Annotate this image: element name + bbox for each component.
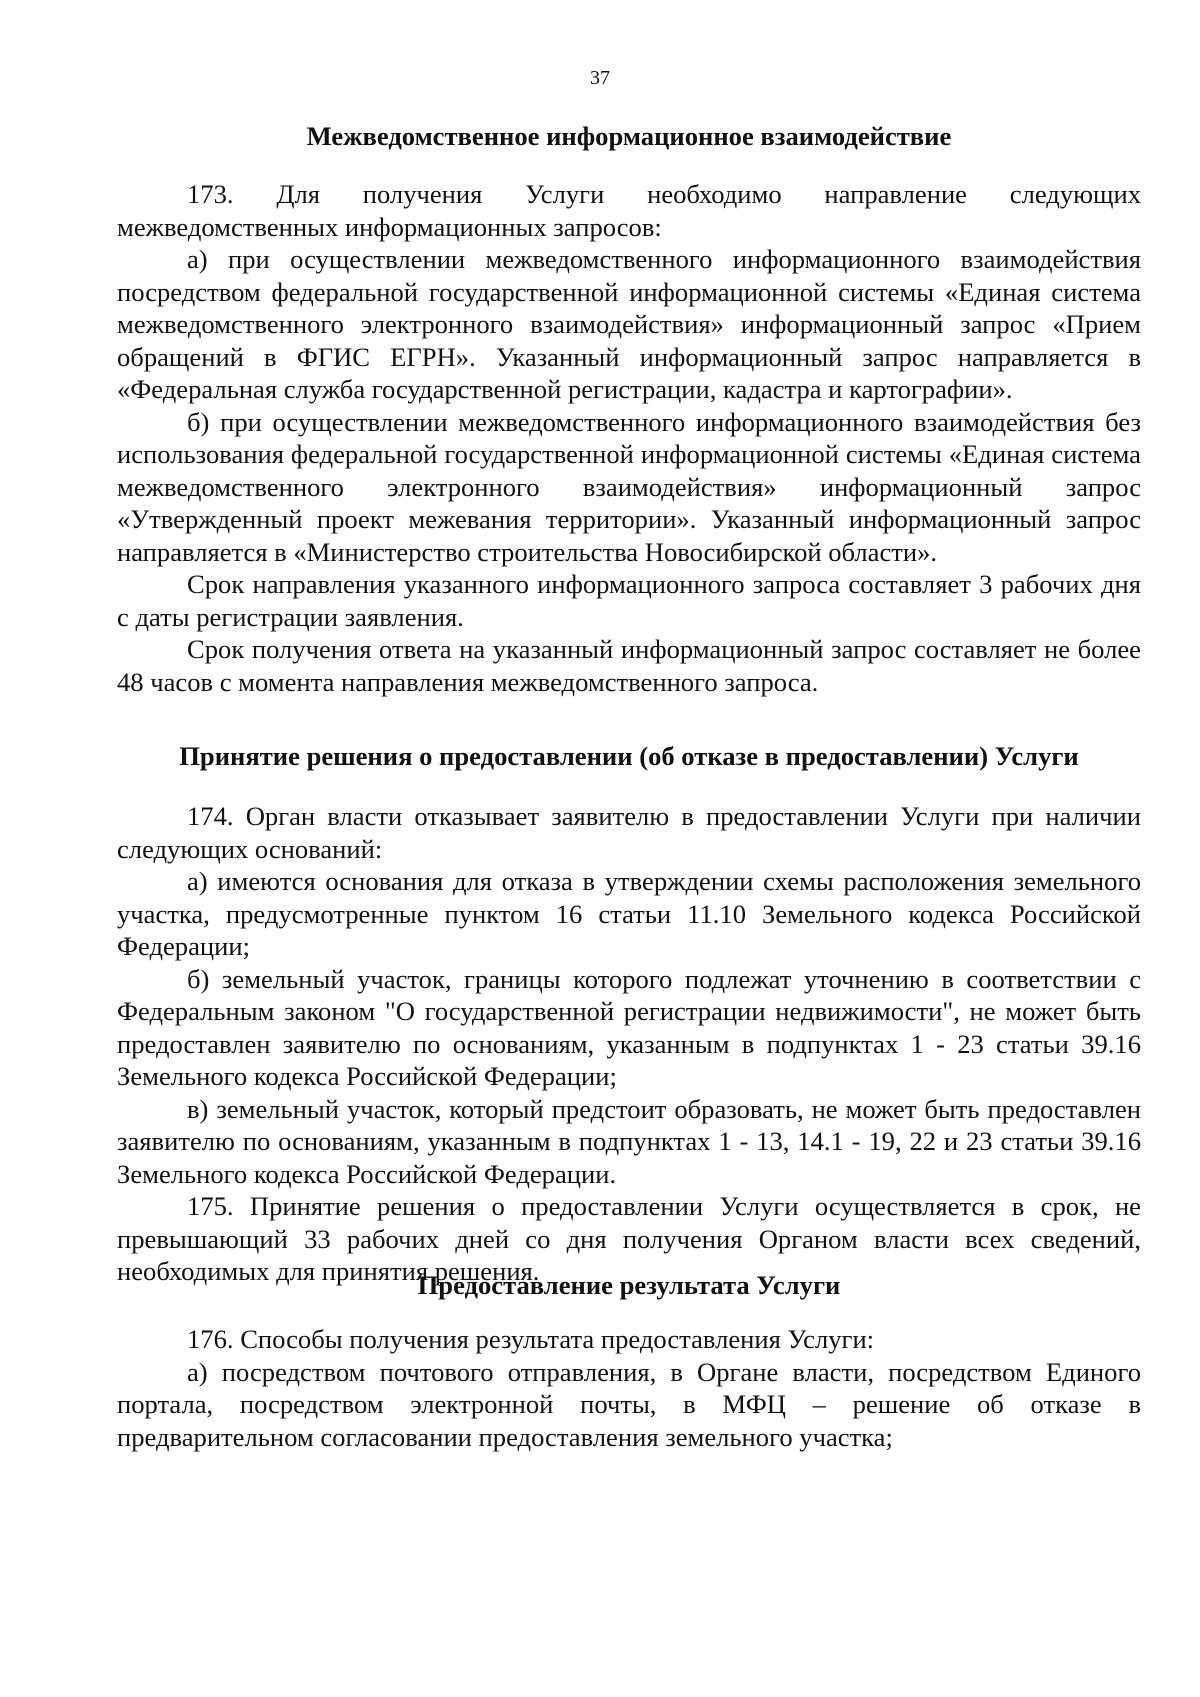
section-body-decision xyxy=(117,800,1141,1288)
paragraph-174a: а) имеются основания для отказа в утверждении схемы расположения земельного участка, предусмотренные пунктом 16 статьи 11.10 Земельного кодекса Российской Федерации; xyxy=(117,866,1141,961)
page-number: 37 xyxy=(590,67,610,89)
paragraph-173b: б) при осуществлении межведомственного информационного взаимодействия без использования федеральной государственной информационной системы «Единая система межведомственного электронного взаимодействия» информационный запрос «Утвержденный проект межевания территории». Указанный информационный запрос направляется в «Министерство строительства Новосибирской области». xyxy=(117,406,1141,567)
paragraph-176: 176. Способы получения результата предоставления Услуги: xyxy=(187,1324,875,1354)
paragraph-175: 175. Принятие решения о предоставлении Услуги осуществляется в срок, не превышающий 33 рабочих дней со дня получения Органом власти всех сведений, необходимых для принятия решения. xyxy=(117,1191,1141,1286)
paragraph-173: 173. Для получения Услуги необходимо направление следующих межведомственных информационных запросов: xyxy=(117,179,1141,242)
section-heading-decision: Принятие решения о предоставлении (об отказе в предоставлении) Услуги xyxy=(179,741,1079,771)
section-body-result xyxy=(117,1323,1141,1453)
section-heading-interagency: Межведомственное информационное взаимодействие xyxy=(306,121,952,151)
section-heading-result: Предоставление результата Услуги xyxy=(417,1270,841,1300)
paragraph-174v: в) земельный участок, который предстоит образовать, не может быть предоставлен заявителю по основаниям, указанным в подпунктах 1 - 13, 14.1 - 19, 22 и 23 статьи 39.16 Земельного кодекса Российской Федерации. xyxy=(117,1093,1141,1189)
paragraph-176a: а) посредством почтового отправления, в Органе власти, посредством Единого портала, посредством электронной почты, в МФЦ – решение об отказе в предварительном согласовании предоставления земельного участка; xyxy=(117,1356,1141,1452)
paragraph-173a: а) при осуществлении межведомственного информационного взаимодействия посредством федеральной государственной информационной системы «Единая система межведомственного электронного взаимодействия» информационный запрос «Прием обращений в ФГИС ЕГРН». Указанный информационный запрос направляется в «Федеральная служба государственной регистрации, кадастра и картографии». xyxy=(117,244,1141,404)
paragraph-174b: б) земельный участок, границы которого подлежат уточнению в соответствии с Федеральным законом "О государственной регистрации недвижимости", не может быть предоставлен заявителю по основаниям, указанным в подпунктах 1 - 23 статьи 39.16 Земельного кодекса Российской Федерации; xyxy=(117,963,1141,1091)
paragraph-174: 174. Орган власти отказывает заявителю в предоставлении Услуги при наличии следующих оснований: xyxy=(117,801,1141,864)
paragraph-request-deadline: Срок направления указанного информационного запроса составляет 3 рабочих дня с даты регистрации заявления. xyxy=(117,569,1141,632)
paragraph-response-deadline: Срок получения ответа на указанный информационный запрос составляет не более 48 часов с момента направления межведомственного запроса. xyxy=(117,634,1141,697)
section-body-interagency xyxy=(117,178,1141,698)
